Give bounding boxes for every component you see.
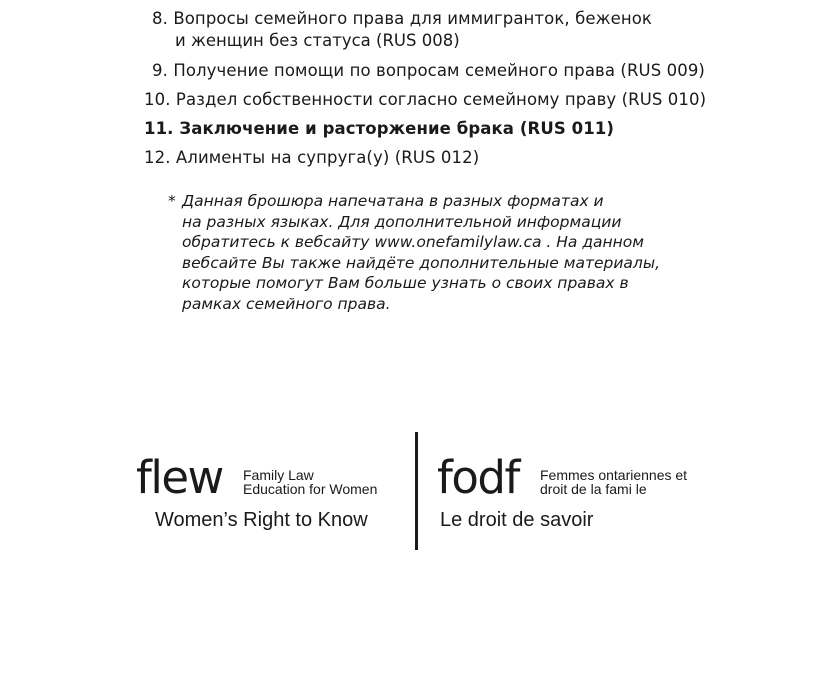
list-item-number: 10. — [144, 90, 171, 109]
footnote-line: Данная брошюра напечатана в разных форматах и — [182, 192, 604, 210]
footnote-line: вебсайте Вы также найдёте дополнительные материалы, — [182, 253, 660, 272]
list-item-current — [144, 118, 614, 140]
list-item-text: Вопросы семейного права для иммигранток, беженок — [173, 9, 652, 28]
list-item-number: 8. — [152, 9, 168, 28]
fodf-subtitle-line1: Femmes ontariennes et — [540, 467, 688, 483]
list-item-continuation: и женщин без статуса (RUS 008) — [175, 31, 460, 50]
footnote-line: рамках семейного права. — [182, 294, 391, 313]
footnote — [168, 191, 660, 314]
list-item — [144, 147, 479, 169]
list-item — [144, 89, 706, 111]
list-item-number: 12. — [144, 148, 171, 167]
fodf-subtitle-line2: droit de la fami le — [540, 481, 647, 497]
list-item — [152, 60, 705, 82]
list-item-text: Раздел собственности согласно семейному праву (RUS 010) — [175, 90, 707, 109]
footnote-line: которые помогут Вам больше узнать о своих правах в — [182, 274, 629, 292]
list-item-number: 9. — [152, 61, 168, 80]
list-item — [152, 8, 652, 30]
fodf-logo: fodf — [437, 451, 519, 504]
list-item-number: 11. — [144, 119, 174, 138]
logo-divider — [415, 432, 418, 550]
footnote-line: обратитесь к вебсайту www.onefamilylaw.ca . На данном — [182, 233, 644, 251]
footnote-asterisk: * — [168, 192, 176, 210]
flew-subtitle-line2: Education for Women — [243, 481, 378, 497]
list-item-text: Заключение и расторжение брака (RUS 011) — [179, 119, 615, 138]
flew-subtitle-line1: Family Law — [243, 467, 314, 483]
list-item-text: Получение помощи по вопросам семейного права (RUS 009) — [173, 61, 705, 80]
footnote-line: на разных языках. Для дополнительной информации — [182, 212, 622, 231]
flew-tagline: Women’s Right to Know — [155, 509, 368, 531]
fodf-tagline: Le droit de savoir — [440, 509, 594, 531]
list-item-text: Алименты на супруга(у) (RUS 012) — [175, 148, 480, 167]
flew-logo: flew — [136, 451, 223, 504]
